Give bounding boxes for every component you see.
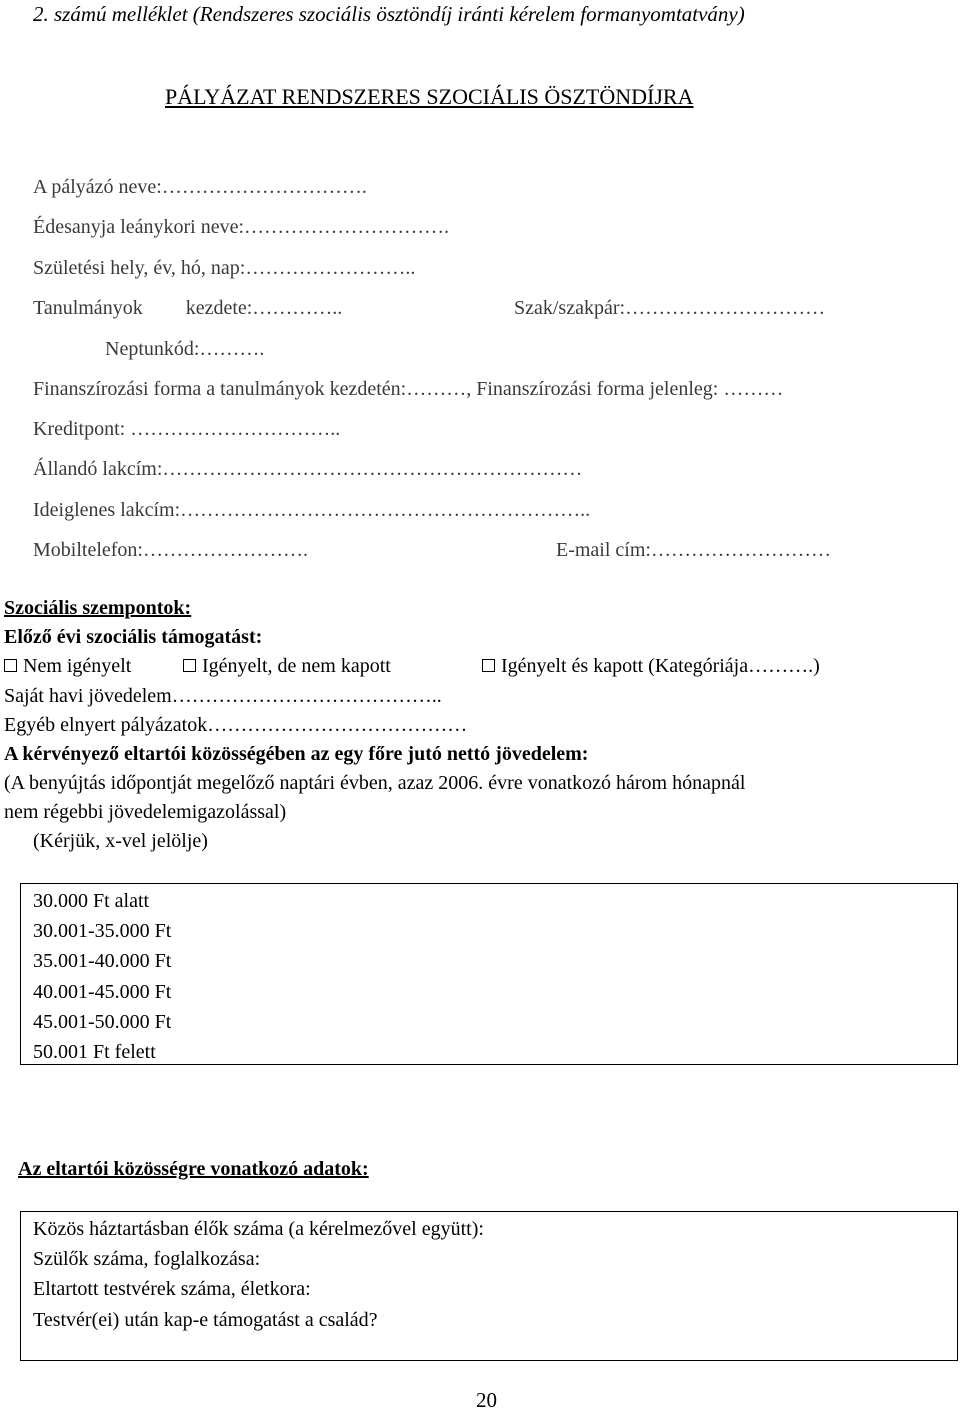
income-range-option[interactable]: 40.001-45.000 Ft	[33, 980, 172, 1003]
option-label: Igényelt és kapott (Kategóriája……….)	[501, 655, 820, 677]
income-range-option[interactable]: 50.001 Ft felett	[33, 1041, 156, 1064]
income-range-list	[33, 886, 171, 1067]
email-field[interactable]: E-mail cím:………………………	[556, 539, 831, 561]
mother-maiden-name-field[interactable]: Édesanyja leánykori neve:………………………….	[33, 216, 450, 238]
household-row[interactable]: Közös háztartásban élők száma (a kérelmezővel együtt):	[33, 1218, 484, 1240]
studies-start-field[interactable]: Tanulmányok kezdete:…………..	[33, 297, 343, 319]
form-title: PÁLYÁZAT RENDSZERES SZOCIÁLIS ÖSZTÖNDÍJRA	[165, 84, 694, 109]
income-note-line-1: (A benyújtás időpontját megelőző naptári évben, azaz 2006. évre vonatkozó három hónapnál	[4, 772, 746, 794]
birth-data-field[interactable]: Születési hely, év, hó, nap:……………………..	[33, 257, 416, 279]
household-row[interactable]: Eltartott testvérek száma, életkora:	[33, 1278, 311, 1301]
mark-instruction: (Kérjük, x-vel jelölje)	[33, 830, 208, 852]
page-number: 20	[476, 1388, 497, 1412]
income-range-option[interactable]: 30.000 Ft alatt	[33, 890, 150, 912]
checkbox-icon[interactable]	[183, 659, 196, 672]
checkbox-icon[interactable]	[4, 659, 17, 672]
income-note-line-2: nem régebbi jövedelemigazolással)	[4, 801, 287, 823]
option-label: Igényelt, de nem kapott	[202, 655, 391, 677]
previous-support-label: Előző évi szociális támogatást:	[4, 626, 263, 648]
financing-field[interactable]: Finanszírozási forma a tanulmányok kezdetén:………, Finanszírozási forma jelenleg: ………	[33, 378, 784, 400]
household-list	[33, 1214, 484, 1335]
income-range-option[interactable]: 45.001-50.000 Ft	[33, 1010, 172, 1033]
own-income-field[interactable]: Saját havi jövedelem…………………………………..	[4, 685, 442, 707]
household-row[interactable]: Szülők száma, foglalkozása:	[33, 1248, 261, 1271]
credit-points-field[interactable]: Kreditpont: …………………………..	[33, 418, 341, 440]
permanent-address-field[interactable]: Állandó lakcím:………………………………………………………	[33, 458, 583, 480]
option-label: Nem igényelt	[23, 655, 132, 677]
income-range-box	[20, 883, 958, 1065]
other-awards-field[interactable]: Egyéb elnyert pályázatok…………………………………	[4, 714, 468, 736]
income-range-option[interactable]: 35.001-40.000 Ft	[33, 950, 172, 973]
major-field[interactable]: Szak/szakpár:…………………………	[514, 297, 826, 319]
checkbox-icon[interactable]	[482, 659, 495, 672]
option-requested-received[interactable]	[482, 656, 820, 676]
appendix-heading: 2. számú melléklet (Rendszeres szociális ösztöndíj iránti kérelem formanyomtatvány)	[33, 2, 745, 26]
social-criteria-heading: Szociális szempontok:	[4, 597, 192, 619]
household-data-box	[20, 1211, 958, 1361]
applicant-name-field[interactable]: A pályázó neve:………………………….	[33, 176, 367, 198]
option-requested-not-received[interactable]	[183, 656, 391, 676]
income-heading: A kérvényező eltartói közösségében az egy főre jutó nettó jövedelem:	[4, 743, 589, 765]
household-heading: Az eltartói közösségre vonatkozó adatok:	[18, 1158, 369, 1180]
option-not-requested[interactable]	[4, 656, 131, 676]
neptun-code-field[interactable]: Neptunkód:……….	[105, 338, 265, 360]
income-range-option[interactable]: 30.001-35.000 Ft	[33, 920, 172, 943]
mobile-field[interactable]: Mobiltelefon:…………………….	[33, 539, 308, 561]
household-row[interactable]: Testvér(ei) után kap-e támogatást a család?	[33, 1308, 378, 1331]
temporary-address-field[interactable]: Ideiglenes lakcím:……………………………………………………..	[33, 499, 591, 521]
